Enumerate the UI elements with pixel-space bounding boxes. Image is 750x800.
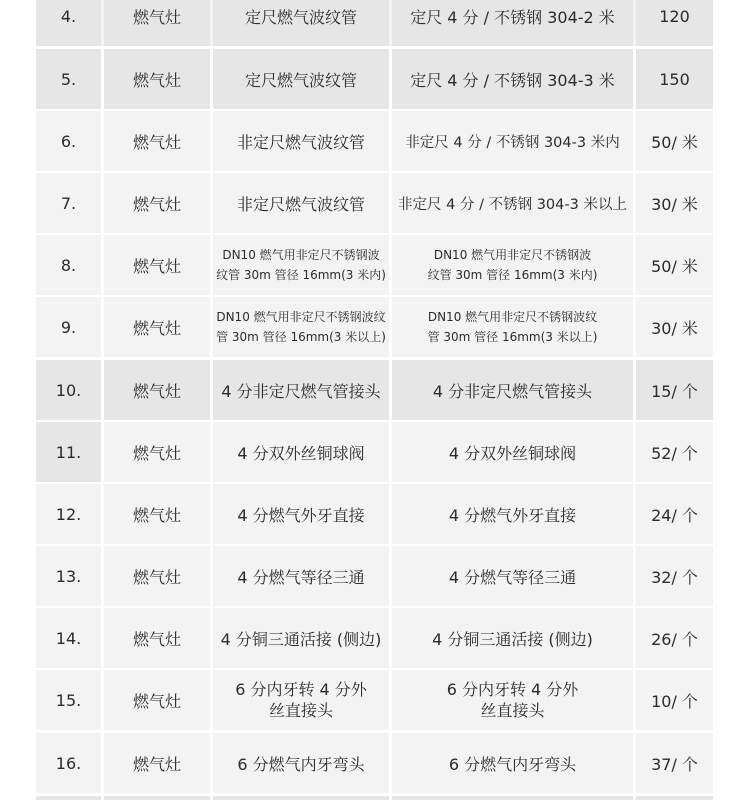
row-name: 6 分燃气内牙弯头 — [213, 733, 389, 793]
row-name: 4 分非定尺燃气管接头 — [213, 360, 389, 420]
row-number: 8. — [36, 235, 101, 295]
row-name — [213, 796, 389, 800]
row-spec: 4 分双外丝铜球阀 — [392, 422, 633, 482]
table-row — [36, 608, 713, 668]
row-number — [36, 796, 101, 800]
row-category: 燃气灶 — [104, 297, 210, 357]
row-name-line-1: 6 分内牙转 4 分外 — [235, 680, 367, 699]
table-row — [36, 484, 713, 544]
row-number: 16. — [36, 733, 101, 793]
row-category: 燃气灶 — [104, 608, 210, 668]
row-spec: 4 分燃气外牙直接 — [392, 484, 633, 544]
row-spec — [392, 670, 633, 730]
row-category: 燃气灶 — [104, 670, 210, 730]
row-price — [636, 796, 713, 800]
row-spec-line-1: 6 分内牙转 4 分外 — [446, 680, 579, 699]
row-price: 37/ 个 — [636, 733, 713, 793]
row-name: 4 分双外丝铜球阀 — [213, 422, 389, 482]
row-category: 燃气灶 — [104, 484, 210, 544]
row-spec: 6 分燃气内牙弯头 — [392, 733, 633, 793]
row-name-line-2: 管 30m 管径 16mm(3 米以上) — [216, 330, 386, 344]
row-number: 9. — [36, 297, 101, 357]
row-price: 150 — [636, 49, 713, 109]
row-spec-line-2: 管 30m 管径 16mm(3 米以上) — [427, 330, 598, 344]
row-name — [213, 235, 389, 295]
row-spec — [392, 297, 633, 357]
row-spec: 非定尺 4 分 / 不锈钢 304-3 米内 — [392, 111, 633, 171]
row-spec — [392, 235, 633, 295]
row-spec: 非定尺 4 分 / 不锈钢 304-3 米以上 — [392, 173, 633, 233]
row-price: 30/ 米 — [636, 173, 713, 233]
table-row — [36, 0, 713, 46]
row-spec: 4 分非定尺燃气管接头 — [392, 360, 633, 420]
row-price: 50/ 米 — [636, 111, 713, 171]
row-number: 7. — [36, 173, 101, 233]
row-name — [213, 297, 389, 357]
row-spec: 定尺 4 分 / 不锈钢 304-2 米 — [392, 0, 633, 46]
row-name-line-2: 纹管 30m 管径 16mm(3 米内) — [216, 268, 386, 282]
table-row — [36, 546, 713, 606]
row-spec: 4 分铜三通活接 (侧边) — [392, 608, 633, 668]
row-number: 5. — [36, 49, 101, 109]
row-category: 燃气灶 — [104, 546, 210, 606]
row-category: 燃气灶 — [104, 422, 210, 482]
table-row — [36, 733, 713, 793]
row-price: 120 — [636, 0, 713, 46]
row-name: 定尺燃气波纹管 — [213, 49, 389, 109]
row-spec: 定尺 4 分 / 不锈钢 304-3 米 — [392, 49, 633, 109]
row-price: 52/ 个 — [636, 422, 713, 482]
row-category: 燃气灶 — [104, 235, 210, 295]
row-category: 燃气灶 — [104, 49, 210, 109]
row-price: 30/ 米 — [636, 297, 713, 357]
row-name — [213, 670, 389, 730]
row-number: 12. — [36, 484, 101, 544]
table-row — [36, 670, 713, 730]
row-spec-line-2: 丝直接头 — [480, 701, 545, 720]
table-row — [36, 173, 713, 233]
row-number: 13. — [36, 546, 101, 606]
row-number: 11. — [36, 422, 101, 482]
row-name: 非定尺燃气波纹管 — [213, 173, 389, 233]
row-category: 燃气灶 — [104, 0, 210, 46]
row-category: 燃气灶 — [104, 733, 210, 793]
row-number: 4. — [36, 0, 101, 46]
row-price: 26/ 个 — [636, 608, 713, 668]
row-number: 14. — [36, 608, 101, 668]
table-row-partial — [36, 796, 713, 800]
row-name: 4 分燃气外牙直接 — [213, 484, 389, 544]
row-name: 定尺燃气波纹管 — [213, 0, 389, 46]
row-number: 15. — [36, 670, 101, 730]
row-name-line-2: 丝直接头 — [268, 701, 333, 720]
table-row — [36, 422, 713, 482]
table-row — [36, 111, 713, 171]
row-name: 4 分铜三通活接 (侧边) — [213, 608, 389, 668]
table-row — [36, 49, 713, 109]
row-category: 燃气灶 — [104, 111, 210, 171]
table-row — [36, 360, 713, 420]
row-category: 燃气灶 — [104, 173, 210, 233]
row-spec — [392, 796, 633, 800]
row-spec-line-1: DN10 燃气用非定尺不锈钢波纹 — [427, 310, 598, 324]
row-number: 6. — [36, 111, 101, 171]
row-category — [104, 796, 210, 800]
row-price: 24/ 个 — [636, 484, 713, 544]
row-name: 非定尺燃气波纹管 — [213, 111, 389, 171]
row-name-line-1: DN10 燃气用非定尺不锈钢波纹 — [216, 310, 386, 324]
table-row — [36, 235, 713, 295]
row-price: 50/ 米 — [636, 235, 713, 295]
row-price: 10/ 个 — [636, 670, 713, 730]
row-price: 32/ 个 — [636, 546, 713, 606]
price-table — [36, 0, 713, 800]
row-category: 燃气灶 — [104, 360, 210, 420]
table-row — [36, 297, 713, 357]
row-spec-line-1: DN10 燃气用非定尺不锈钢波 — [433, 248, 592, 262]
row-spec-line-2: 纹管 30m 管径 16mm(3 米内) — [427, 268, 598, 282]
row-name: 4 分燃气等径三通 — [213, 546, 389, 606]
row-spec: 4 分燃气等径三通 — [392, 546, 633, 606]
row-price: 15/ 个 — [636, 360, 713, 420]
row-name-line-1: DN10 燃气用非定尺不锈钢波 — [222, 248, 380, 262]
row-number: 10. — [36, 360, 101, 420]
